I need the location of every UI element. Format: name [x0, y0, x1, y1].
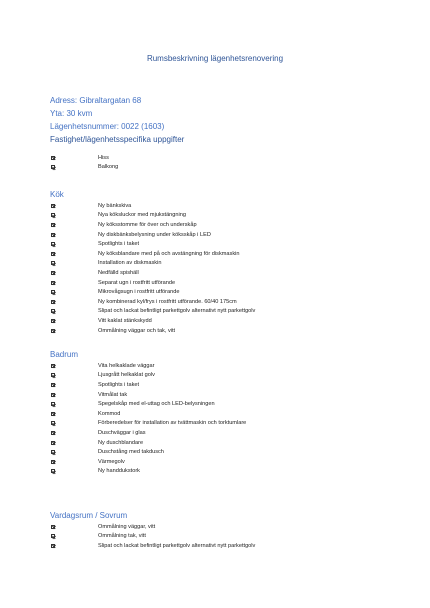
list-item: Ny köksblandare med på och avstängning för diskmaskin	[50, 249, 55, 259]
checked-box-icon	[51, 329, 55, 333]
checked-box-icon	[51, 544, 55, 548]
bathroom-list	[50, 361, 247, 476]
list-item: Slipat och lackat befintligt parkettgolv alternativt nytt parkettgolv	[50, 541, 55, 551]
checked-box-icon	[51, 450, 55, 454]
kitchen-list	[50, 201, 256, 335]
checked-box-icon	[51, 309, 55, 313]
checked-box-icon	[51, 393, 55, 397]
living-bedroom-heading: Vardagsrum / Sovrum	[50, 511, 128, 520]
list-item: Nya köksluckor med mjukstängning	[50, 211, 55, 221]
apartment-number-line: Lägenhetsnummer: 0022 (1603)	[50, 122, 165, 131]
checked-box-icon	[51, 469, 55, 473]
checked-box-icon	[51, 441, 55, 445]
list-item: Hiss	[50, 153, 55, 163]
list-item: Ny handdukstork	[50, 467, 55, 477]
address-line: Adress: Gibraltargatan 68	[50, 96, 142, 105]
checked-box-icon	[51, 421, 55, 425]
list-item: Ny bänkskiva	[50, 201, 55, 211]
checked-box-icon	[51, 402, 55, 406]
checked-box-icon	[51, 300, 55, 304]
checked-box-icon	[51, 373, 55, 377]
checked-box-icon	[51, 204, 55, 208]
list-item: Ny duschblandare	[50, 438, 55, 448]
list-item: Balkong	[50, 163, 55, 173]
list-item: Ny köksstomme för över och underskåp	[50, 220, 55, 230]
list-item: Duschstång med takdusch	[50, 447, 55, 457]
list-item: Ljusgrått helkaklat golv	[50, 371, 55, 381]
checked-box-icon	[51, 165, 55, 169]
bathroom-heading: Badrum	[50, 350, 79, 359]
checked-box-icon	[51, 223, 55, 227]
checked-box-icon	[51, 242, 55, 246]
checked-box-icon	[51, 261, 55, 265]
list-item: Slipat och lackat befintligt parkettgolv alternativt nytt parkettgolv	[50, 307, 55, 317]
list-item: Vitt kaklat stänkskydd	[50, 316, 55, 326]
checked-box-icon	[51, 213, 55, 217]
list-item: Ommålning väggar, vitt	[50, 522, 55, 532]
checked-box-icon	[51, 525, 55, 529]
checked-box-icon	[51, 431, 55, 435]
checked-box-icon	[51, 233, 55, 237]
checked-box-icon	[51, 364, 55, 368]
checked-box-icon	[51, 534, 55, 538]
living-bedroom-list	[50, 522, 256, 551]
list-item: Kommod	[50, 409, 55, 419]
property-list	[50, 153, 119, 172]
list-item: Spotlights i taket	[50, 239, 55, 249]
checked-box-icon	[51, 271, 55, 275]
list-item: Vita helkaklade väggar	[50, 361, 55, 371]
list-item: Mikrovågsugn i rostfritt utförande	[50, 287, 55, 297]
checked-box-icon	[51, 290, 55, 294]
list-item: Vitmålat tak	[50, 390, 55, 400]
list-item: Separat ugn i rostfritt utförande	[50, 278, 55, 288]
list-item: Ny diskbänksbelysning under köksskåp i LED	[50, 230, 55, 240]
list-item: Spegelskåp med el-uttag och LED-belysningen	[50, 399, 55, 409]
list-item: Installation av diskmaskin	[50, 259, 55, 269]
list-item: Ommålning väggar och tak, vitt	[50, 326, 55, 336]
list-item: Ommålning tak, vitt	[50, 532, 55, 542]
checked-box-icon	[51, 460, 55, 464]
checked-box-icon	[51, 281, 55, 285]
checked-box-icon	[51, 156, 55, 160]
checked-box-icon	[51, 252, 55, 256]
area-line: Yta: 30 kvm	[50, 109, 93, 118]
list-item: Ny kombinerad kyl/frys i rostfritt utförande. 60/40 175cm	[50, 297, 55, 307]
list-item: Nedfälld spishäll	[50, 268, 55, 278]
specific-info-label: Fastighet/lägenhetsspecifika uppgifter	[50, 135, 185, 144]
list-item: Duschväggar i glas	[50, 428, 55, 438]
checked-box-icon	[51, 383, 55, 387]
list-item: Förberedelser för installation av tvättmaskin och torktumlare	[50, 419, 55, 429]
checked-box-icon	[51, 412, 55, 416]
document-title: Rumsbeskrivning lägenhetsrenovering	[146, 54, 284, 63]
kitchen-heading: Kök	[50, 190, 64, 199]
checked-box-icon	[51, 319, 55, 323]
list-item: Spotlights i taket	[50, 380, 55, 390]
list-item: Värmegolv	[50, 457, 55, 467]
